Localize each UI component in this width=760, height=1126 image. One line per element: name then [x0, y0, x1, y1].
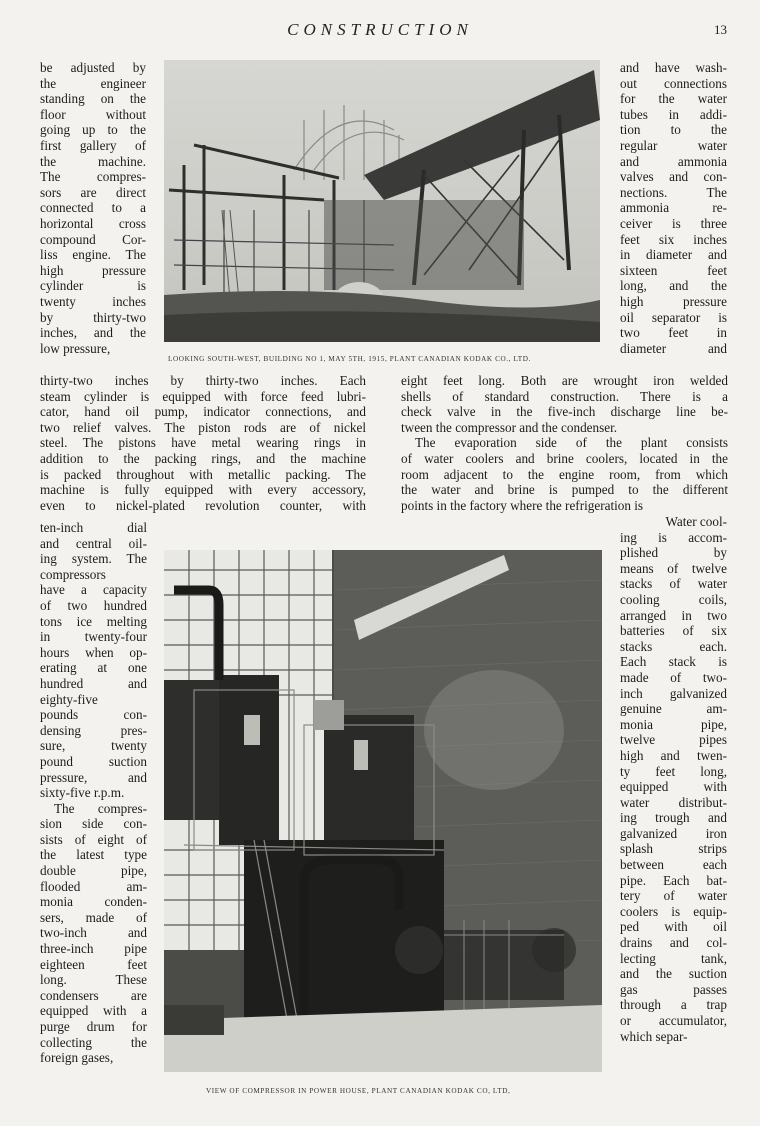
text-line: sion side con-: [40, 816, 147, 832]
text-line: and central oil-: [40, 535, 147, 551]
text-line: standing on the: [40, 91, 146, 107]
text-left-bottom: [40, 520, 147, 1066]
text-line: made of two-: [620, 669, 727, 685]
text-line: two-inch and: [40, 925, 147, 941]
text-line: tons ice melting: [40, 613, 147, 629]
text-line: pipe. Each bat-: [620, 872, 727, 888]
text-line: hours when op-: [40, 644, 147, 660]
text-line: tion to the: [620, 122, 727, 138]
text-line: drains and col-: [620, 935, 727, 951]
text-line: connected to a: [40, 200, 146, 216]
text-line: splash strips: [620, 841, 727, 857]
text-line: shells of standard construction. There is a: [401, 388, 728, 404]
text-right-bottom: [620, 514, 727, 1044]
text-line: tery of water: [620, 888, 727, 904]
text-line: Water cool-: [665, 514, 727, 529]
text-line: stacks each.: [620, 638, 727, 654]
text-line: The compres-: [54, 800, 147, 816]
text-line: densing pres-: [40, 722, 147, 738]
text-line: stacks of water: [620, 576, 727, 592]
text-line: valves and con-: [620, 169, 727, 185]
text-line: water distribut-: [620, 794, 727, 810]
text-line: and ammonia: [620, 153, 727, 169]
text-line: eighty-five: [40, 691, 98, 707]
text-line: long. These: [40, 972, 147, 988]
text-line: points in the factory where the refrigeration is: [401, 497, 644, 513]
figure-caption-2: VIEW OF COMPRESSOR IN POWER HOUSE, PLANT CANADIAN KODAK CO, LTD,: [206, 1087, 511, 1095]
text-line: check valve in the five-inch discharge line be-: [401, 404, 728, 420]
text-line: galvanized iron: [620, 825, 727, 841]
text-line: cylinder is: [40, 278, 146, 294]
text-line: the engineer: [40, 75, 146, 91]
text-line: sure, twenty: [40, 738, 147, 754]
text-line: between each: [620, 857, 727, 873]
text-line: feet six inches: [620, 231, 727, 247]
text-line: cator, hand oil pump, indicator connections, and: [40, 404, 366, 420]
text-line: gas passes: [620, 981, 727, 997]
text-left-mid: [40, 373, 366, 513]
text-line: compressors: [40, 566, 106, 582]
text-line: addition to the packing rings, and the machine: [40, 450, 366, 466]
text-line: hundred and: [40, 675, 147, 691]
text-line: in twenty-four: [40, 629, 147, 645]
text-line: sists of eight of: [40, 831, 147, 847]
text-line: twenty inches: [40, 293, 146, 309]
text-line: sixteen feet: [620, 262, 727, 278]
text-line: out connections: [620, 75, 727, 91]
text-line: inch galvanized: [620, 685, 727, 701]
text-line: three-inch pipe: [40, 941, 147, 957]
text-line: collecting the: [40, 1034, 147, 1050]
text-line: condensers are: [40, 987, 147, 1003]
text-line: sors are direct: [40, 184, 146, 200]
text-line: diameter and: [620, 340, 727, 356]
page-number: 13: [714, 22, 727, 37]
text-line: even to nickel-plated revolution counter, with: [40, 497, 366, 513]
text-line: oil separator is: [620, 309, 727, 325]
text-line: liss engine. The: [40, 247, 146, 263]
text-line: or accumulator,: [620, 1013, 727, 1028]
text-line: plished by: [620, 545, 727, 561]
text-line: machine is fully equipped with every accessory,: [40, 482, 366, 498]
text-line: lecting tank,: [620, 950, 727, 966]
text-line: eighteen feet: [40, 956, 147, 972]
text-line: and have wash-: [620, 60, 727, 75]
text-line: high and twen-: [620, 747, 727, 763]
text-line: long, and the: [620, 278, 727, 294]
text-line: pressure, and: [40, 769, 147, 785]
text-line: of two hundred: [40, 597, 147, 613]
text-line: inches, and the: [40, 325, 146, 341]
text-line: floor without: [40, 106, 146, 122]
text-right-top: [620, 60, 727, 356]
text-line: purge drum for: [40, 1019, 147, 1034]
text-line: ing is accom-: [620, 529, 727, 545]
text-line: tween the compressor and the condenser.: [401, 419, 618, 435]
text-line: ammonia re-: [620, 200, 727, 216]
text-line: sixty-five r.p.m.: [40, 785, 125, 801]
text-line: ten-inch dial: [40, 520, 147, 535]
text-line: and the suction: [620, 966, 727, 982]
construction-photo: [164, 60, 600, 342]
text-line: two feet in: [620, 325, 727, 341]
text-line: monia pipe,: [620, 716, 727, 732]
text-line: monia conden-: [40, 894, 147, 910]
text-line: be adjusted by: [40, 60, 146, 75]
text-line: equipped with: [620, 779, 727, 795]
text-right-mid: [401, 373, 728, 513]
text-line: steel. The pistons have metal wearing rings in: [40, 435, 366, 451]
text-line: The compres-: [40, 169, 146, 185]
text-line: which separ-: [620, 1028, 688, 1044]
text-line: ty feet long,: [620, 763, 727, 779]
text-line: room adjacent to the engine room, from which: [401, 466, 728, 482]
running-head: CONSTRUCTION: [287, 20, 473, 39]
text-line: tubes in addi-: [620, 106, 727, 122]
text-line: thirty-two inches by thirty-two inches. Each: [40, 373, 366, 388]
text-line: eight feet long. Both are wrought iron welded: [401, 373, 728, 388]
text-line: horizontal cross: [40, 215, 146, 231]
text-line: sers, made of: [40, 909, 147, 925]
text-line: pounds con-: [40, 707, 147, 723]
text-line: in diameter and: [620, 247, 727, 263]
text-line: have a capacity: [40, 582, 147, 598]
text-line: ing trough and: [620, 810, 727, 826]
text-line: equipped with a: [40, 1003, 147, 1019]
text-line: the machine.: [40, 153, 146, 169]
text-line: cooling coils,: [620, 591, 727, 607]
text-line: for the water: [620, 91, 727, 107]
text-line: ceiver is three: [620, 215, 727, 231]
text-line: foreign gases,: [40, 1050, 114, 1066]
text-line: double pipe,: [40, 863, 147, 879]
text-line: through a trap: [620, 997, 727, 1013]
text-line: two relief valves. The piston rods are of nickel: [40, 419, 366, 435]
compressor-photo: [164, 550, 602, 1072]
text-line: going up to the: [40, 122, 146, 138]
text-line: ped with oil: [620, 919, 727, 935]
text-line: compound Cor-: [40, 231, 146, 247]
text-line: means of twelve: [620, 560, 727, 576]
text-line: steam cylinder is equipped with force feed lubri-: [40, 388, 366, 404]
text-line: nections. The: [620, 184, 727, 200]
text-line: first gallery of: [40, 137, 146, 153]
text-line: erating at one: [40, 660, 147, 676]
text-line: The evaporation side of the plant consists: [415, 435, 728, 451]
text-line: arranged in two: [620, 607, 727, 623]
text-line: low pressure,: [40, 340, 111, 356]
text-line: the water and brine is pumped to the different: [401, 482, 728, 498]
text-left-top: [40, 60, 146, 356]
text-line: high pressure: [40, 262, 146, 278]
text-line: by thirty-two: [40, 309, 146, 325]
text-line: twelve pipes: [620, 732, 727, 748]
text-line: high pressure: [620, 293, 727, 309]
text-line: Each stack is: [620, 654, 727, 670]
text-line: ing system. The: [40, 551, 147, 567]
text-line: of water coolers and brine coolers, located in the: [401, 450, 728, 466]
text-line: flooded am-: [40, 878, 147, 894]
text-line: coolers is equip-: [620, 903, 727, 919]
text-line: the latest type: [40, 847, 147, 863]
text-line: pound suction: [40, 753, 147, 769]
text-line: regular water: [620, 137, 727, 153]
figure-caption-1: LOOKING SOUTH-WEST, BUILDING NO 1, MAY 5TH, 1915, PLANT CANADIAN KODAK CO., LTD.: [168, 355, 531, 363]
text-line: batteries of six: [620, 623, 727, 639]
text-line: genuine am-: [620, 701, 727, 717]
text-line: is packed throughout with metallic packing. The: [40, 466, 366, 482]
